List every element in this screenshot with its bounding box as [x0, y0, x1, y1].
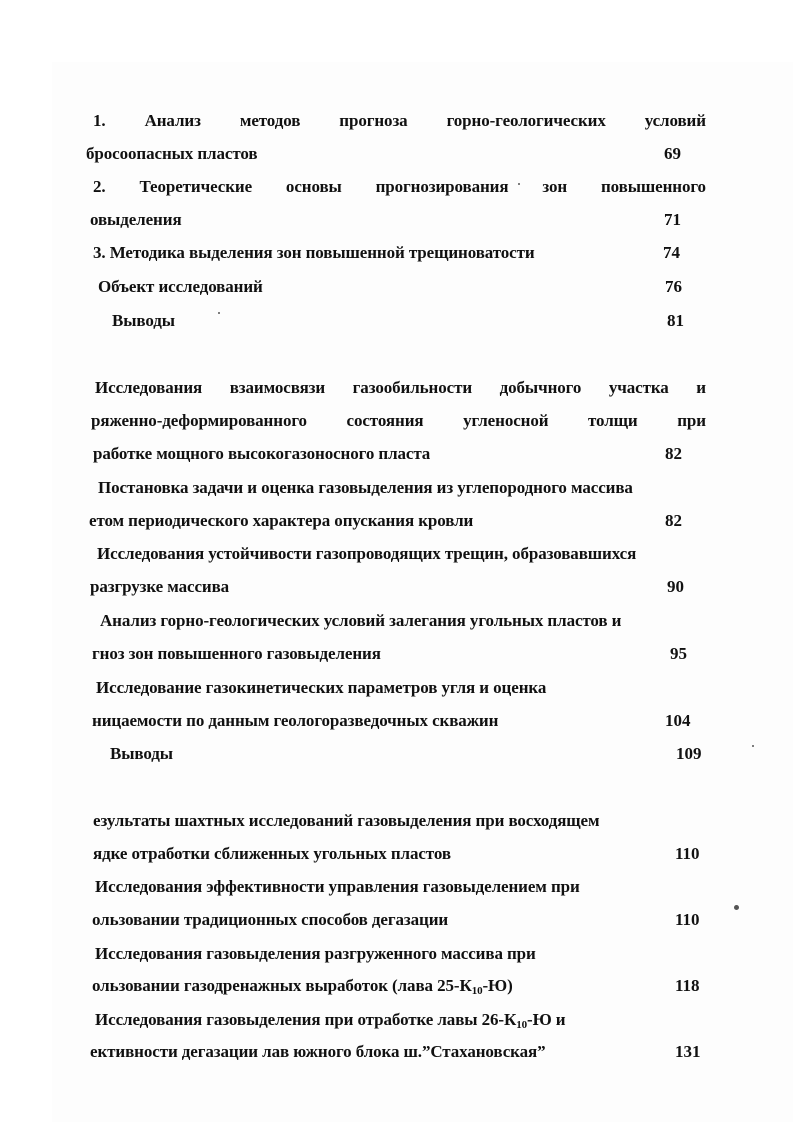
toc-page-number: 69 — [664, 144, 681, 163]
toc-entry-line — [96, 678, 546, 698]
toc-text: Анализ горно-геологических условий залегания угольных пластов и — [100, 611, 622, 630]
toc-word: методов — [239, 111, 301, 130]
toc-entry-line — [95, 877, 580, 897]
toc-entry-line — [95, 944, 536, 964]
toc-word: добычного — [499, 378, 582, 397]
toc-text: гноз зон повышенного газовыделения — [92, 644, 381, 663]
toc-entry-line — [90, 1042, 545, 1062]
toc-entry-line — [100, 611, 621, 631]
scan-speck — [752, 745, 754, 747]
toc-text: Исследования газовыделения разгруженного массива при — [95, 944, 536, 963]
toc-text: бросоопасных пластов — [86, 144, 258, 163]
toc-word: Анализ — [144, 111, 201, 130]
toc-text: -Ю) — [482, 976, 513, 995]
toc-word: зон — [542, 177, 568, 196]
toc-page-number: 110 — [675, 910, 700, 929]
toc-text: ользовании традиционных способов дегазации — [92, 910, 449, 929]
toc-word: 1. — [93, 111, 106, 130]
toc-text: Выводы — [110, 744, 173, 763]
toc-word: при — [677, 411, 706, 430]
toc-entry-line — [91, 411, 706, 431]
toc-text: Исследование газокинетических параметров угля и оценка — [96, 678, 547, 697]
toc-page-number: 82 — [665, 511, 682, 530]
toc-text: ницаемости по данным геологоразведочных скважин — [92, 711, 499, 730]
toc-word: взаимосвязи — [229, 378, 326, 397]
toc-word: 2. — [93, 177, 106, 196]
toc-entry-line — [93, 811, 599, 831]
toc-entry-line — [93, 444, 430, 464]
toc-entry-line — [98, 277, 263, 297]
toc-text: -Ю и — [527, 1010, 566, 1029]
toc-text: овыделения — [90, 210, 182, 229]
toc-word: газообильности — [352, 378, 473, 397]
toc-entry-line — [92, 711, 498, 731]
toc-word: Теоретические — [139, 177, 253, 196]
toc-entry-line — [98, 478, 633, 498]
toc-page-number: 110 — [675, 844, 700, 863]
toc-text: 3. Методика выделения зон повышенной трещиноватости — [93, 243, 535, 262]
toc-entry-line — [110, 744, 173, 764]
toc-word: ряженно-деформированного — [91, 411, 307, 430]
toc-page-number: 95 — [670, 644, 687, 663]
toc-text: Постановка задачи и оценка газовыделения из углепородного массива — [98, 478, 633, 497]
toc-word: толщи — [588, 411, 638, 430]
toc-entry-line — [89, 511, 473, 531]
toc-word: и — [696, 378, 706, 397]
toc-entry-line — [97, 544, 636, 564]
toc-word: участка — [608, 378, 669, 397]
toc-page-number: 76 — [665, 277, 682, 296]
toc-text: Выводы — [112, 311, 175, 330]
toc-entry-line — [90, 210, 182, 230]
toc-page-number: 81 — [667, 311, 684, 330]
toc-word: горно-геологических — [446, 111, 606, 130]
scan-speck — [734, 905, 739, 910]
toc-page-number: 104 — [665, 711, 691, 730]
toc-entry-line — [93, 177, 706, 197]
toc-entry-line — [93, 844, 451, 864]
toc-subscript: 10 — [516, 1019, 528, 1031]
toc-entry-line — [93, 243, 535, 263]
toc-entry-line — [95, 378, 706, 398]
toc-page-number: 90 — [667, 577, 684, 596]
toc-text: работке мощного высокогазоносного пласта — [93, 444, 431, 463]
scan-speck — [218, 312, 220, 314]
toc-page-number: 82 — [665, 444, 682, 463]
toc-entry-line — [92, 976, 513, 996]
toc-entry-line — [92, 910, 448, 930]
toc-text: разгрузке массива — [90, 577, 230, 596]
toc-text: Исследования устойчивости газопроводящих трещин, образовавшихся — [97, 544, 637, 563]
toc-page-number: 71 — [664, 210, 681, 229]
toc-word: состояния — [346, 411, 424, 430]
toc-entry-line — [95, 1010, 565, 1030]
toc-word: прогнозирования — [375, 177, 509, 196]
toc-entry-line — [86, 144, 257, 164]
toc-word: Исследования — [95, 378, 203, 397]
toc-word: прогноза — [339, 111, 408, 130]
toc-word: основы — [285, 177, 342, 196]
toc-entry-line — [112, 311, 175, 331]
toc-page-number: 109 — [676, 744, 702, 763]
toc-text: ядке отработки сближенных угольных пластов — [93, 844, 451, 863]
toc-text: ользовании газодренажных выработок (лава 25-К — [92, 976, 472, 995]
toc-entry-line — [92, 644, 381, 664]
toc-subscript: 10 — [471, 985, 483, 997]
toc-word: угленосной — [463, 411, 549, 430]
scan-speck — [518, 183, 520, 185]
toc-text: Исследования газовыделения при отработке лавы 26-К — [95, 1010, 517, 1029]
toc-text: ективности дегазации лав южного блока ш.”Стахановская” — [90, 1042, 546, 1061]
toc-page-number: 118 — [675, 976, 700, 995]
toc-page-number: 74 — [663, 243, 680, 262]
toc-text: Исследования эффективности управления газовыделением при — [95, 877, 580, 896]
toc-page-number: 131 — [675, 1042, 701, 1061]
toc-entry-line — [90, 577, 229, 597]
toc-text: езультаты шахтных исследований газовыделения при восходящем — [93, 811, 600, 830]
toc-word: условий — [644, 111, 706, 130]
toc-text: Объект исследований — [98, 277, 263, 296]
toc-text: етом периодического характера опускания кровли — [89, 511, 474, 530]
toc-entry-line — [93, 111, 706, 131]
toc-word: повышенного — [600, 177, 706, 196]
